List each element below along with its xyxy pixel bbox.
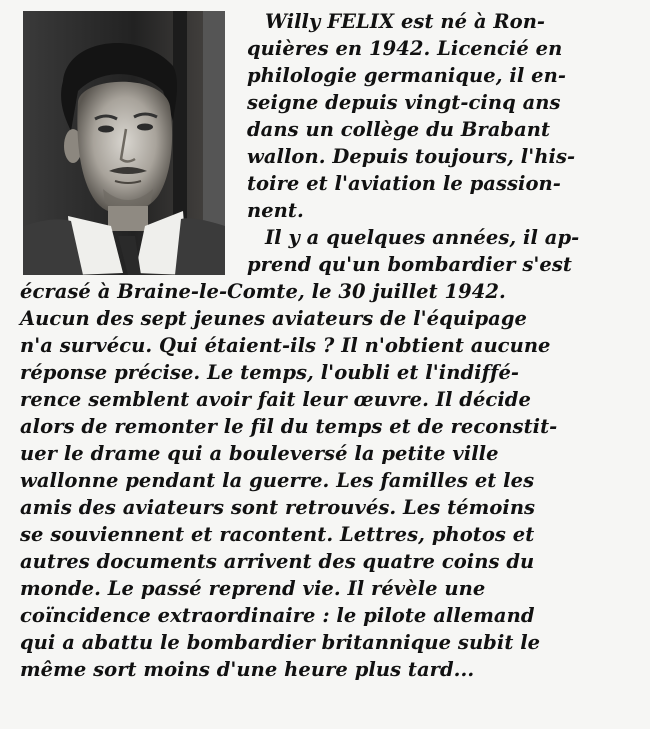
text-line: wallonne pendant la guerre. Les familles et les — [20, 469, 535, 492]
text-line: prend qu'un bombardier s'est — [247, 253, 572, 276]
text-line: toire et l'aviation le passion- — [247, 172, 561, 195]
author-portrait-photo — [23, 11, 225, 275]
text-line: quières en 1942. Licencié en — [247, 37, 563, 60]
text-line: philologie germanique, il en- — [247, 64, 566, 87]
text-line: amis des aviateurs sont retrouvés. Les témoins — [20, 496, 536, 519]
text-line: seigne depuis vingt-cinq ans — [247, 91, 561, 114]
text-line: écrasé à Braine-le-Comte, le 30 juillet 1942. — [20, 280, 506, 303]
text-line: se souviennent et racontent. Lettres, photos et — [20, 523, 535, 546]
text-line: autres documents arrivent des quatre coins du — [20, 550, 535, 573]
text-line: nent. — [247, 199, 304, 222]
text-line: dans un collège du Brabant — [247, 118, 551, 141]
text-line: qui a abattu le bombardier britannique subit le — [20, 631, 541, 654]
text-line: uer le drame qui a bouleversé la petite ville — [20, 442, 499, 465]
text-line: même sort moins d'une heure plus tard... — [20, 658, 475, 681]
text-line: monde. Le passé reprend vie. Il révèle une — [20, 577, 486, 600]
text-line: coïncidence extraordinaire : le pilote allemand — [20, 604, 535, 627]
portrait-image — [23, 11, 225, 275]
text-line: Il y a quelques années, il ap- — [265, 226, 580, 249]
text-line: réponse précise. Le temps, l'oubli et l'indiffé- — [20, 361, 520, 384]
text-line: Willy FELIX est né à Ron- — [265, 10, 546, 33]
text-line: n'a survécu. Qui étaient-ils ? Il n'obtient aucune — [20, 334, 551, 357]
text-line: wallon. Depuis toujours, l'his- — [247, 145, 576, 168]
text-line: alors de remonter le fil du temps et de reconstit- — [20, 415, 558, 438]
text-line: Aucun des sept jeunes aviateurs de l'équipage — [20, 307, 527, 330]
text-line: rence semblent avoir fait leur œuvre. Il décide — [20, 388, 531, 411]
